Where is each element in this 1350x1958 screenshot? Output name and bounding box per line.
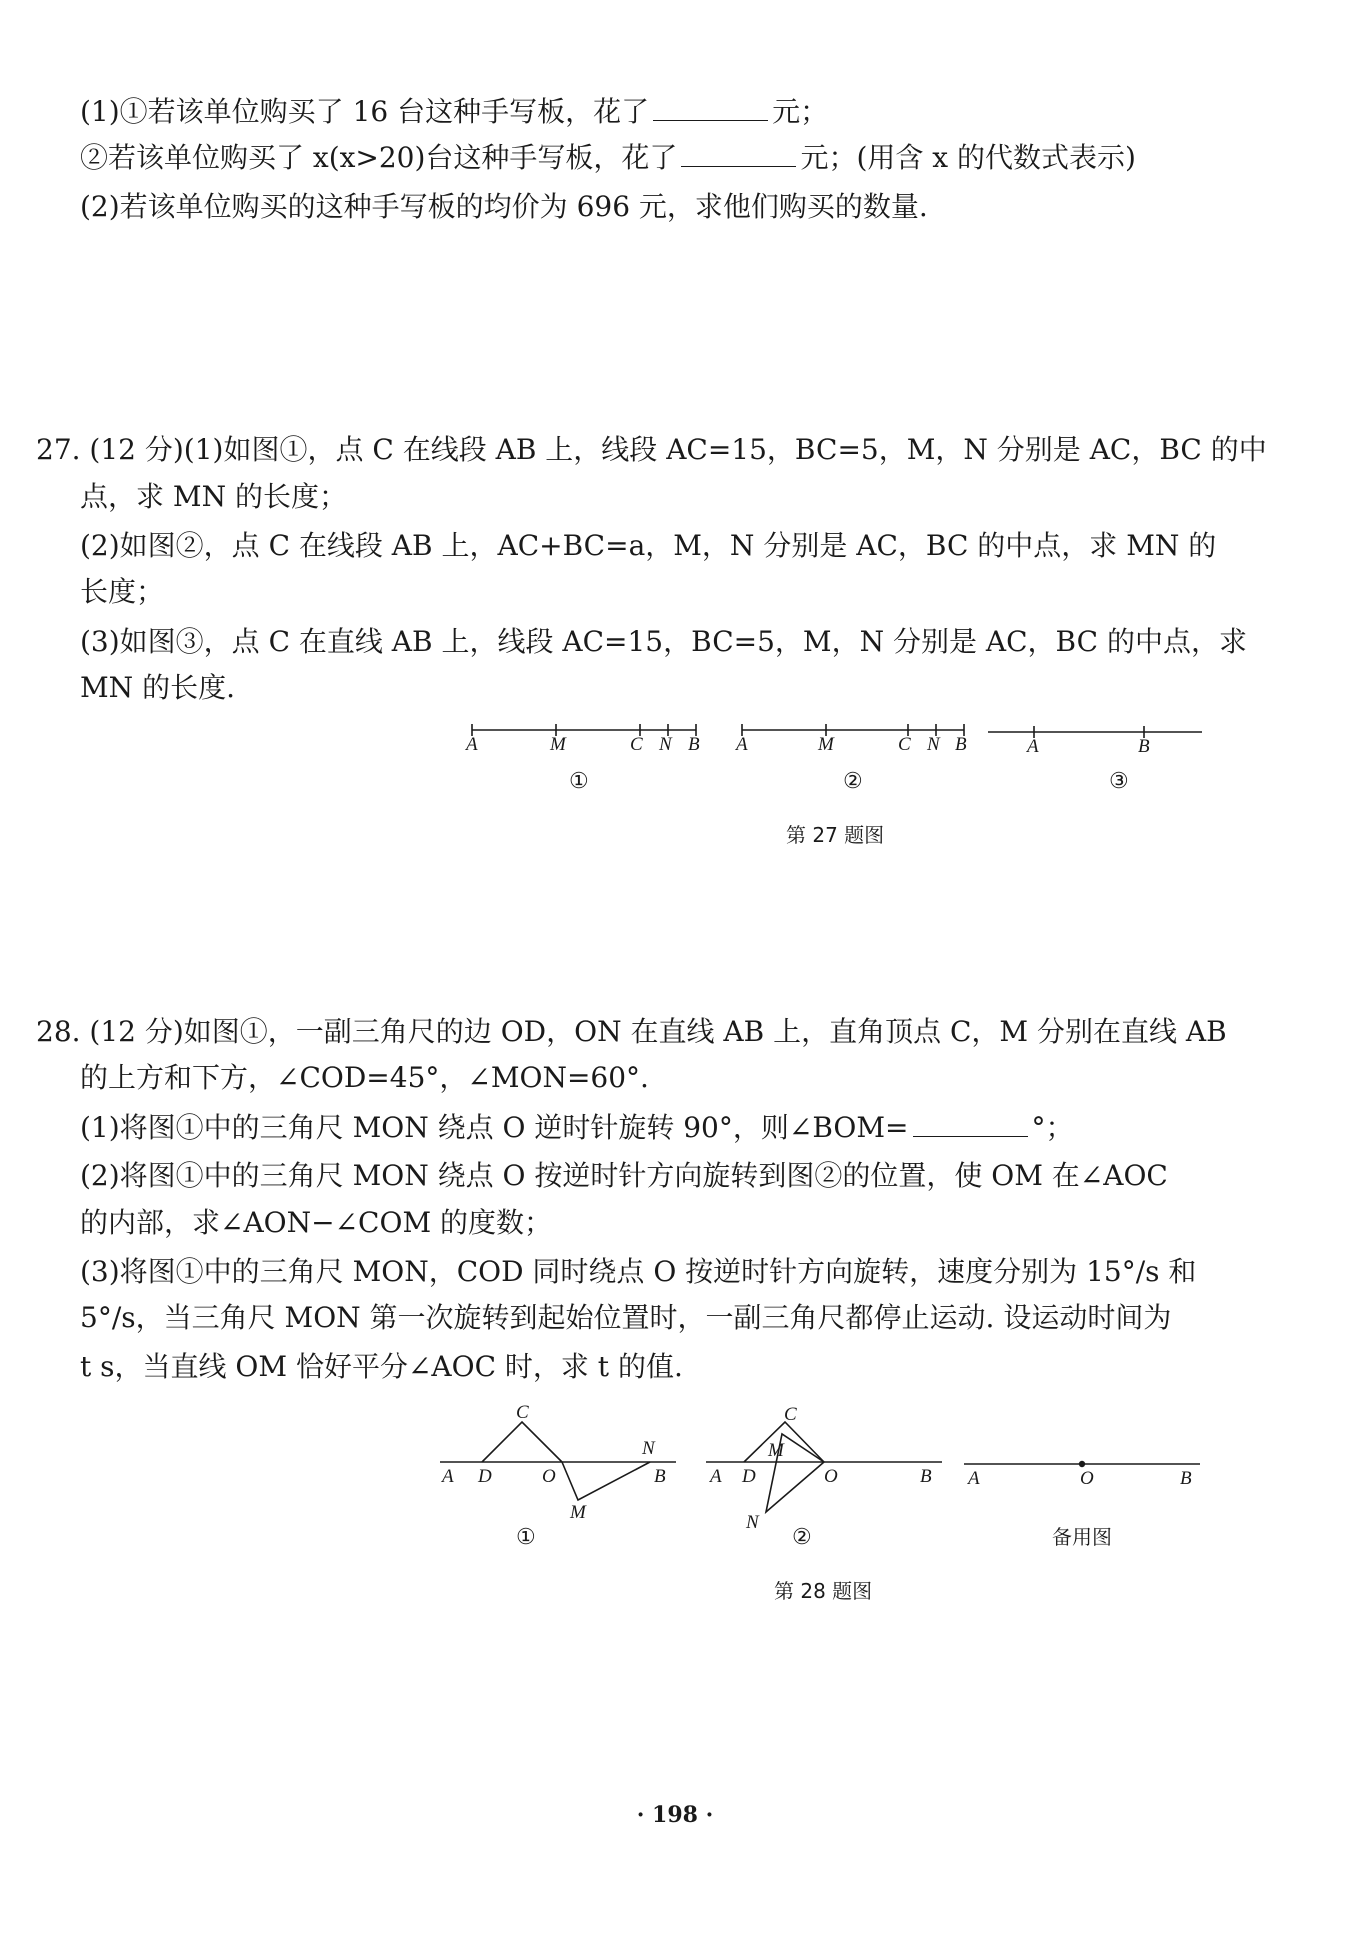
q27-line-5: (3)如图③，点 C 在直线 AB 上，线段 AC=15，BC=5，M，N 分别是 AC，BC 的中点，求 bbox=[80, 625, 1247, 658]
q28-f1-label-n: N bbox=[642, 1438, 655, 1459]
q27-f2-label-m: M bbox=[818, 734, 834, 755]
q28-line-4: (2)将图①中的三角尺 MON 绕点 O 按逆时针方向旋转到图②的位置，使 OM 在∠AOC bbox=[80, 1159, 1168, 1192]
q28-line-2: 的上方和下方，∠COD=45°，∠MON=60°. bbox=[80, 1061, 649, 1094]
q28-line-5: 的内部，求∠AON−∠COM 的度数； bbox=[80, 1206, 553, 1239]
q28-f3-point-o bbox=[1079, 1461, 1085, 1467]
q28-f1-label-d: D bbox=[478, 1466, 492, 1487]
q28-f1-label-m: M bbox=[570, 1502, 586, 1523]
q28-part1-unit: °； bbox=[1031, 1111, 1074, 1144]
q26-part1-text: (1)①若该单位购买了 16 台这种手写板，花了 bbox=[80, 95, 650, 128]
q28-f1-label-a: A bbox=[442, 1466, 454, 1487]
q26-line-3: (2)若该单位购买的这种手写板的均价为 696 元，求他们购买的数量. bbox=[80, 190, 928, 223]
q28-f3-sub: 备用图 bbox=[1052, 1525, 1112, 1549]
q28-line-6: (3)将图①中的三角尺 MON，COD 同时绕点 O 按逆时针方向旋转，速度分别为 15°/s 和 bbox=[80, 1255, 1197, 1288]
q27-line-2: 点，求 MN 的长度； bbox=[80, 480, 347, 513]
q28-f2-label-m: M bbox=[768, 1440, 784, 1461]
q27-line-6: MN 的长度. bbox=[80, 671, 235, 704]
q27-line-3: (2)如图②，点 C 在线段 AB 上，AC+BC=a，M，N 分别是 AC，BC 的中点，求 MN 的 bbox=[80, 529, 1217, 562]
q27-f1-label-b: B bbox=[688, 734, 700, 755]
q27-f2-sub: ② bbox=[843, 768, 863, 793]
q27-f3-sub: ③ bbox=[1109, 768, 1129, 793]
q27-f1-sub: ① bbox=[569, 768, 589, 793]
q28-f2-label-a: A bbox=[710, 1466, 722, 1487]
q28-fig-caption: 第 28 题图 bbox=[774, 1579, 873, 1603]
q27-f1-label-c: C bbox=[630, 734, 643, 755]
q28-f3-label-b: B bbox=[1180, 1468, 1192, 1489]
q28-f2-sub: ② bbox=[792, 1524, 812, 1549]
q26-part1-unit: 元； bbox=[772, 95, 829, 128]
q28-f2-label-o: O bbox=[824, 1466, 838, 1487]
q28-f3-label-a: A bbox=[968, 1468, 980, 1489]
q28-part1-text: (1)将图①中的三角尺 MON 绕点 O 逆时针旋转 90°，则∠BOM= bbox=[80, 1111, 909, 1144]
q27-line-1: 27. (12 分)(1)如图①，点 C 在线段 AB 上，线段 AC=15，BC=5，M，N 分别是 AC，BC 的中 bbox=[36, 433, 1267, 466]
q27-f1-label-n: N bbox=[659, 734, 672, 755]
q28-f1-label-b: B bbox=[654, 1466, 666, 1487]
q27-f2-label-a: A bbox=[736, 734, 748, 755]
q27-f3-label-a: A bbox=[1027, 736, 1039, 757]
q27-f2-label-n: N bbox=[927, 734, 940, 755]
q28-f2-label-n: N bbox=[746, 1512, 759, 1533]
q27-line-4: 长度； bbox=[80, 575, 165, 608]
q28-line-8: t s，当直线 OM 恰好平分∠AOC 时，求 t 的值. bbox=[80, 1350, 683, 1383]
q28-f1-label-c: C bbox=[516, 1402, 529, 1423]
q27-f1-label-a: A bbox=[466, 734, 478, 755]
q27-f1-label-m: M bbox=[550, 734, 566, 755]
q28-f2-label-b: B bbox=[920, 1466, 932, 1487]
q28-f3-label-o: O bbox=[1080, 1468, 1094, 1489]
q27-f2-label-c: C bbox=[898, 734, 911, 755]
q28-line-7: 5°/s，当三角尺 MON 第一次旋转到起始位置时，一副三角尺都停止运动. 设运动时间为 bbox=[80, 1301, 1172, 1334]
q26-part2-unit: 元；(用含 x 的代数式表示) bbox=[800, 141, 1136, 174]
q28-line-1: 28. (12 分)如图①，一副三角尺的边 OD，ON 在直线 AB 上，直角顶点 C，M 分别在直线 AB bbox=[36, 1015, 1227, 1048]
q28-f2-label-d: D bbox=[742, 1466, 756, 1487]
q27-fig-caption: 第 27 题图 bbox=[786, 823, 885, 847]
q28-f1-sub: ① bbox=[516, 1524, 536, 1549]
q26-part2-text: ②若该单位购买了 x(x>20)台这种手写板，花了 bbox=[80, 141, 678, 174]
q27-f2-label-b: B bbox=[955, 734, 967, 755]
q28-f1-label-o: O bbox=[542, 1466, 556, 1487]
q28-f2-label-c: C bbox=[784, 1404, 797, 1425]
q27-f3-label-b: B bbox=[1138, 736, 1150, 757]
page-number: · 198 · bbox=[636, 1802, 714, 1828]
